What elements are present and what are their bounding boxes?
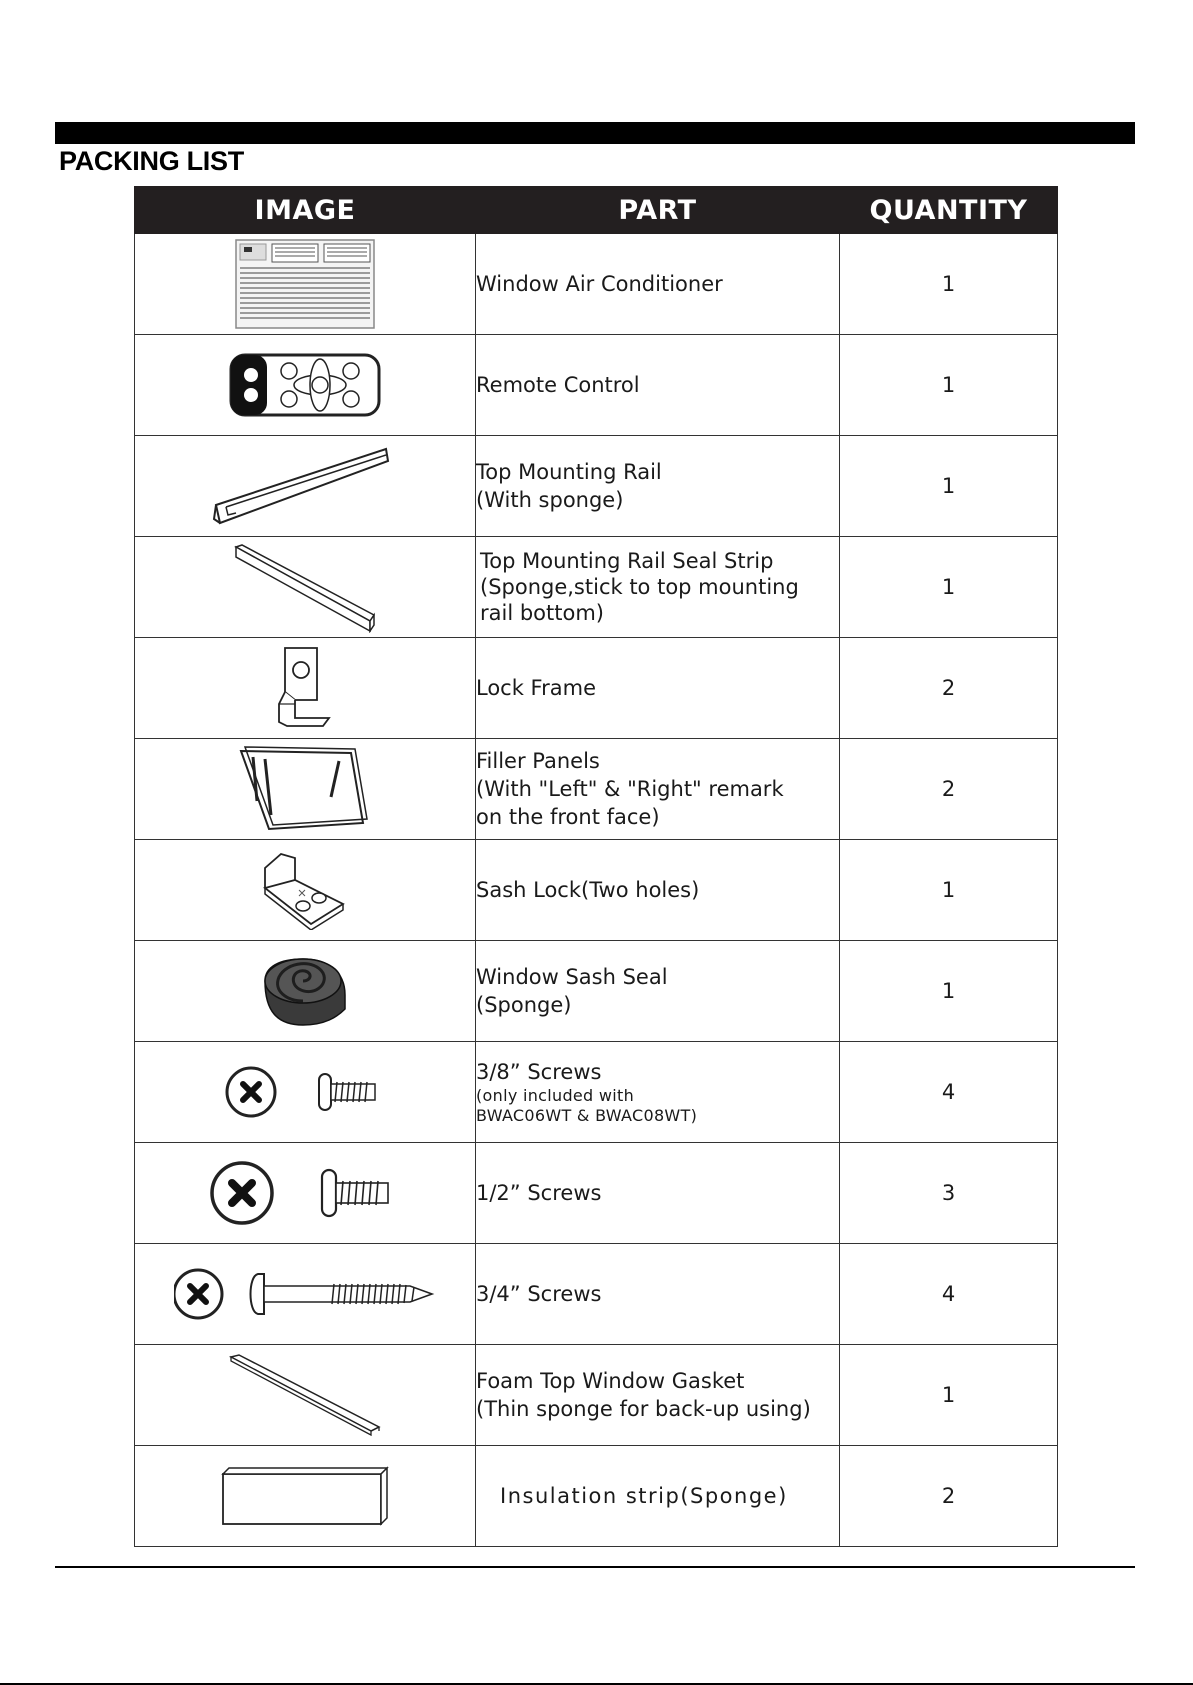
section-title: PACKING LIST [59,146,244,176]
part-cell [476,638,840,739]
image-cell [135,1446,476,1547]
image-cell [135,1244,476,1345]
window-air-conditioner-icon [234,238,376,330]
table-row [135,941,1058,1042]
image-cell [135,1345,476,1446]
part-cell [476,1244,840,1345]
part-cell [476,537,840,638]
header-image: IMAGE [135,187,476,234]
image-cell [135,840,476,941]
part-note: (With "Left" & "Right" remark on the front face) [476,777,784,829]
part-name: Insulation strip(Sponge) [500,1484,788,1508]
part-note: (Thin sponge for back-up using) [476,1397,811,1421]
table-row [135,1345,1058,1446]
table-row [135,1244,1058,1345]
part-name: Window Sash Seal [476,965,668,989]
part-name: 1/2” Screws [476,1181,602,1205]
part-name: Remote Control [476,373,640,397]
quantity-cell: 1 [840,840,1058,941]
table-row [135,1042,1058,1143]
rail-seal-strip-icon [230,541,380,633]
table-row [135,1143,1058,1244]
quantity-cell: 1 [840,436,1058,537]
table-row [135,335,1058,436]
part-name: Sash Lock(Two holes) [476,878,700,902]
part-note: (only included with BWAC06WT & BWAC08WT) [476,1086,698,1125]
part-note: (With sponge) [476,488,624,512]
insulation-strip-icon [219,1464,391,1528]
table-row [135,739,1058,840]
table-row [135,436,1058,537]
quantity-cell: 2 [840,739,1058,840]
table-row [135,638,1058,739]
image-cell [135,638,476,739]
part-name: Filler Panels [476,749,600,773]
part-cell [476,234,840,335]
quantity-cell: 2 [840,638,1058,739]
table-row [135,840,1058,941]
part-cell [476,941,840,1042]
table-row [135,1446,1058,1547]
table-row [135,537,1058,638]
quantity-cell: 1 [840,941,1058,1042]
part-note: (Sponge,stick to top mounting rail bottom) [480,575,799,625]
part-note: (Sponge) [476,993,572,1017]
part-name: Window Air Conditioner [476,272,723,296]
part-cell [476,1143,840,1244]
image-cell [135,436,476,537]
quantity-cell: 1 [840,1345,1058,1446]
top-mounting-rail-icon [210,443,400,529]
image-cell [135,335,476,436]
image-cell [135,1042,476,1143]
part-cell [476,739,840,840]
part-name: Lock Frame [476,676,596,700]
quantity-cell: 1 [840,234,1058,335]
screw-1-2-icon [210,1158,400,1228]
quantity-cell: 1 [840,335,1058,436]
image-cell [135,941,476,1042]
header-part: PART [476,187,840,234]
top-bar [55,122,1135,144]
part-name: Top Mounting Rail Seal Strip [480,549,774,573]
image-cell [135,1143,476,1244]
part-cell [476,840,840,941]
foam-gasket-icon [227,1353,383,1437]
part-cell [476,1446,840,1547]
bottom-rule [55,1566,1135,1568]
part-name: 3/4” Screws [476,1282,602,1306]
part-name: Foam Top Window Gasket [476,1369,745,1393]
filler-panels-icon [235,741,375,837]
packing-list-table [134,186,1058,1547]
screw-3-8-icon [225,1062,385,1122]
lock-frame-icon [265,642,345,734]
screw-3-4-icon [174,1266,436,1322]
image-cell [135,537,476,638]
quantity-cell: 2 [840,1446,1058,1547]
table-row [135,234,1058,335]
table-header-row [135,187,1058,234]
quantity-cell: 1 [840,537,1058,638]
quantity-cell: 3 [840,1143,1058,1244]
window-sash-seal-icon [257,951,353,1031]
part-cell [476,436,840,537]
quantity-cell: 4 [840,1244,1058,1345]
part-cell [476,1042,840,1143]
part-cell [476,1345,840,1446]
sash-lock-icon [255,850,355,930]
part-name: 3/8” Screws [476,1060,602,1084]
image-cell [135,739,476,840]
image-cell [135,234,476,335]
remote-control-icon [227,349,383,421]
part-name: Top Mounting Rail [476,460,662,484]
quantity-cell: 4 [840,1042,1058,1143]
part-cell [476,335,840,436]
header-quantity: QUANTITY [840,187,1058,234]
